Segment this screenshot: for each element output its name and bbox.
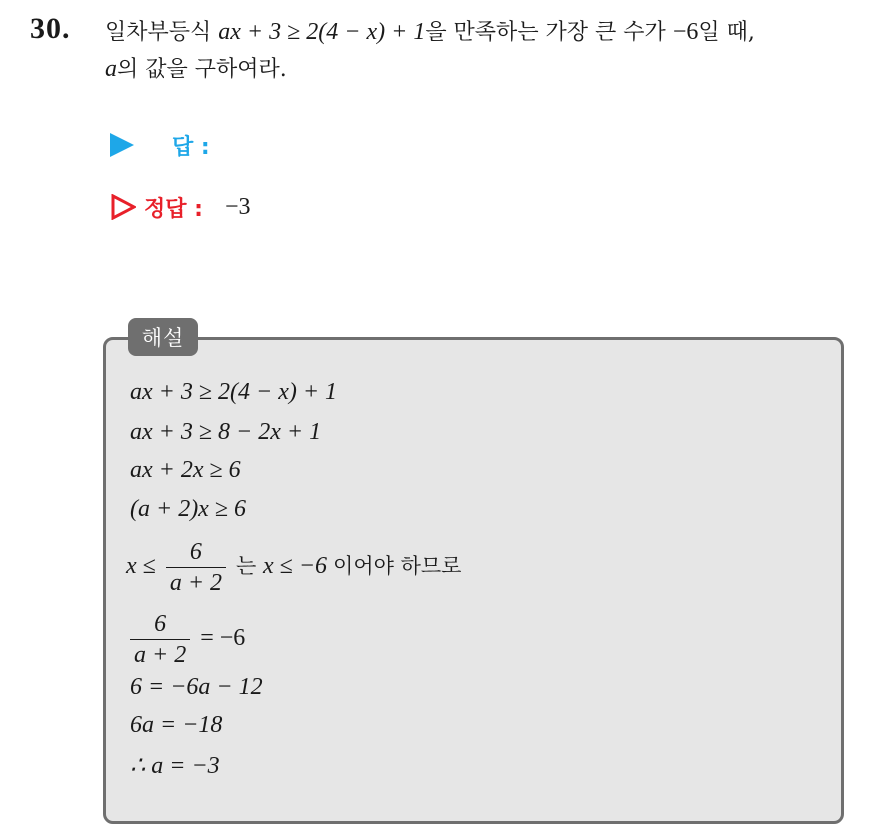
step6-fraction (130, 609, 190, 670)
question-variable: a (105, 56, 117, 82)
solution-step-4: (a + 2)x ≥ 6 (130, 496, 247, 522)
question-condition-end: 일 때, (698, 20, 755, 45)
question-number: 30. (30, 12, 71, 45)
step5-denominator: a + 2 (169, 570, 223, 596)
solution-step-5 (126, 537, 461, 598)
step6-numerator: 6 (130, 609, 190, 640)
outline-triangle-icon (110, 194, 136, 220)
question-max-value: −6 (672, 19, 699, 45)
step6-denominator: a + 2 (134, 642, 187, 668)
correct-answer-value: −3 (224, 193, 251, 220)
solution-step-9: ∴ a = −3 (130, 753, 220, 779)
solution-step-7: 6 = −6a − 12 (130, 674, 263, 700)
step5-fraction (166, 537, 226, 598)
question-text (105, 14, 875, 88)
solution-step-6 (126, 609, 245, 670)
solution-step-8: 6a = −18 (130, 712, 223, 738)
question-intro: 일차부등식 (105, 20, 219, 45)
step6-rhs: = −6 (200, 625, 246, 652)
step5-connector: 는 (236, 554, 263, 579)
step5-lhs: x ≤ (126, 553, 156, 580)
step5-conclusion: 이어야 하므로 (333, 554, 462, 579)
question-ask: 의 값을 구하여라. (117, 57, 287, 82)
answer-label: 답 : (172, 134, 210, 160)
correct-answer-row (110, 190, 251, 224)
solution-step-1: ax + 3 ≥ 2(4 − x) + 1 (130, 379, 338, 405)
question-inequality: ax + 3 ≥ 2(4 − x) + 1 (218, 19, 426, 45)
solution-tag: 해설 (128, 318, 198, 356)
question-condition: 을 만족하는 가장 큰 수가 (425, 20, 673, 45)
correct-answer-label: 정답 : (144, 196, 203, 222)
solution-step-3: ax + 2x ≥ 6 (130, 457, 241, 483)
step5-rhs: x ≤ −6 (263, 553, 328, 580)
solution-step-2: ax + 3 ≥ 8 − 2x + 1 (130, 419, 322, 445)
answer-row (110, 128, 210, 162)
play-triangle-icon (110, 133, 134, 157)
step5-numerator: 6 (166, 537, 226, 568)
